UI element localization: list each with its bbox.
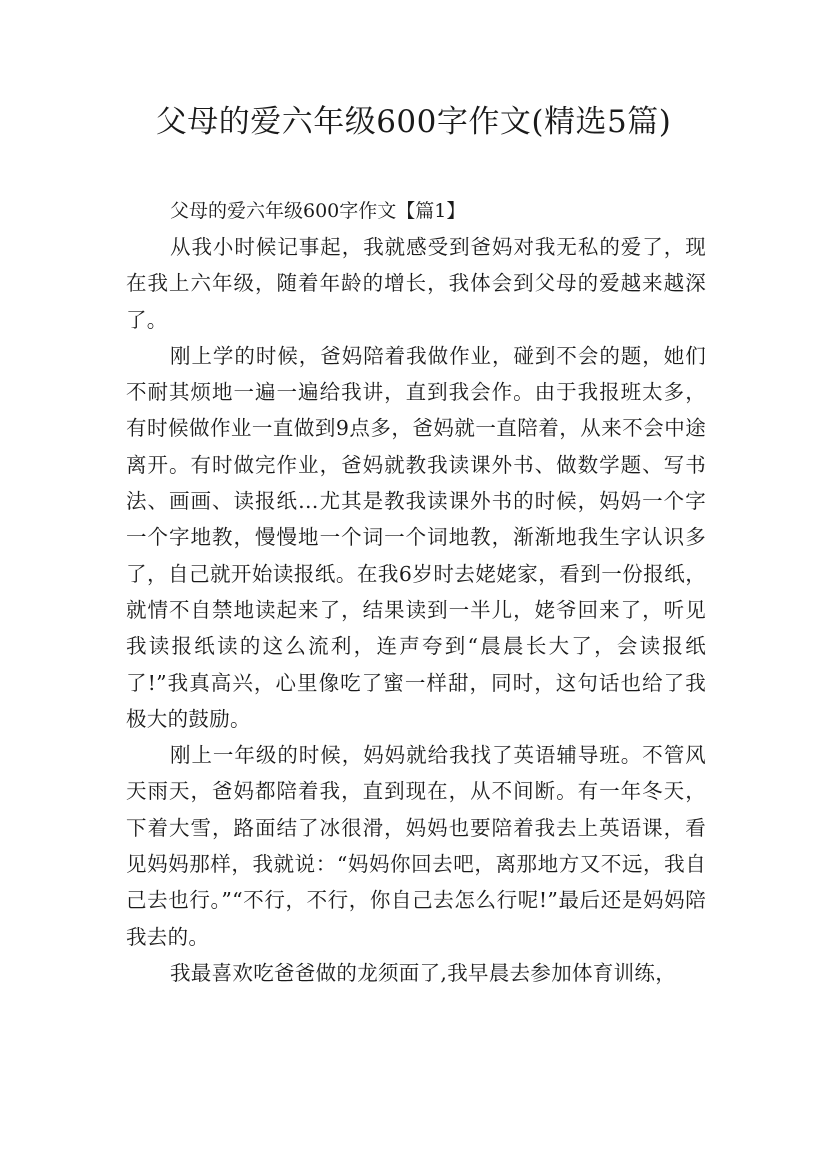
document-body [126,193,706,991]
paragraph-1: 从我小时候记事起，我就感受到爸妈对我无私的爱了，现在我上六年级，随着年龄的增长，我体会到父母的爱越来越深了。 [126,235,706,332]
paragraph-4: 我最喜欢吃爸爸做的龙须面了,我早晨去参加体育训练， [170,960,677,985]
section-heading: 父母的爱六年级600字作文【篇1】 [170,200,466,222]
paragraph-3: 刚上一年级的时候，妈妈就给我找了英语辅导班。不管风天雨天，爸妈都陪着我，直到现在，从不间断。有一年冬天，下着大雪，路面结了冰很滑，妈妈也要陪着我去上英语课，看见妈妈那样，我就说：“妈妈你回去吧，离那地方又不远，我自己去也行。”“不行，不行，你自己去怎么行呢!”最后还是妈妈陪我去的。 [126,743,706,949]
paragraph-2: 刚上学的时候，爸妈陪着我做作业，碰到不会的题，她们不耐其烦地一遍一遍给我讲，直到我会作。由于我报班太多，有时候做作业一直做到9点多，爸妈就一直陪着，从来不会中途离开。有时做完作业，爸妈就教我读课外书、做数学题、写书法、画画、读报纸…尤其是教我读课外书的时候，妈妈一个字一个字地教，慢慢地一个词一个词地教，渐渐地我生字认识多了，自己就开始读报纸。在我6岁时去姥姥家，看到一份报纸，就情不自禁地读起来了，结果读到一半儿，姥爷回来了，听见我读报纸读的这么流利，连声夸到“晨晨长大了，会读报纸了!”我真高兴，心里像吃了蜜一样甜，同时，这句话也给了我极大的鼓励。 [126,343,706,731]
document-title: 父母的爱六年级600字作文(精选5篇) [155,104,672,140]
